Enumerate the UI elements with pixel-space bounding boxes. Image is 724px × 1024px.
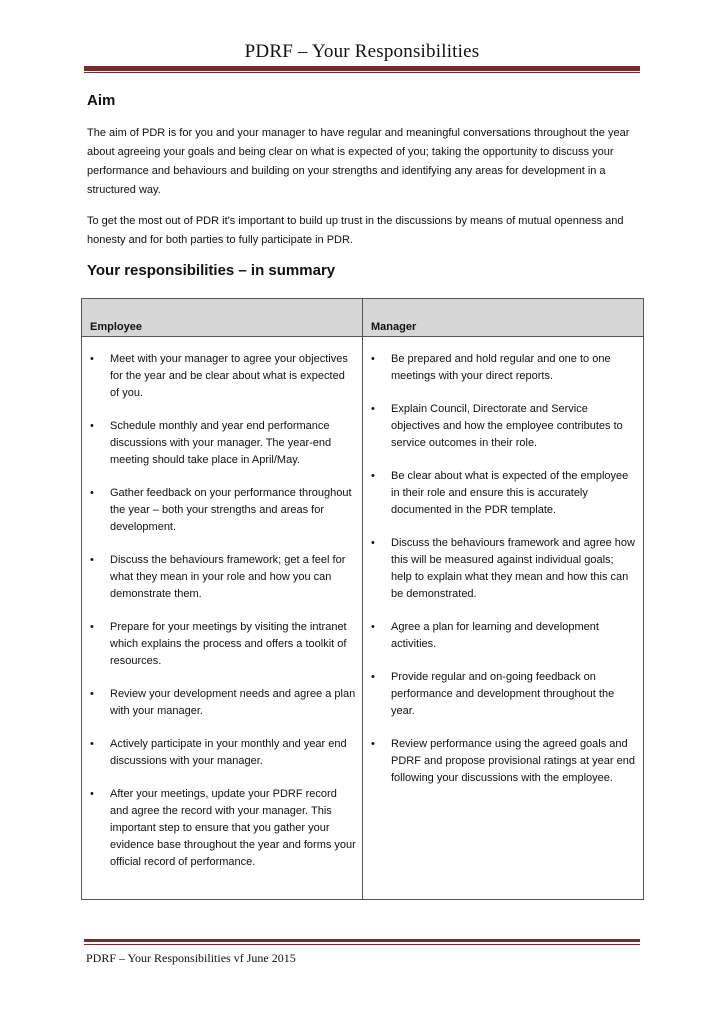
manager-item: • Review performance using the agreed goals and PDRF and propose provisional ratings at year end following your discussions with the employee. [369, 736, 637, 787]
manager-list [369, 351, 637, 787]
manager-item: • Discuss the behaviours framework and agree how this will be measured against individual goals; help to explain what they mean and how this can be demonstrated. [369, 535, 637, 603]
aim-paragraph-2: To get the most out of PDR it's important to build up trust in the discussions by means of mutual openness and honesty and for both parties to fully participate in PDR. [87, 215, 624, 246]
employee-item: • Prepare for your meetings by visiting the intranet which explains the process and offers a toolkit of resources. [88, 619, 356, 670]
aim-paragraph-1: The aim of PDR is for you and your manager to have regular and meaningful conversations throughout the year about agreeing your goals and being clear on what is expected of you; taking the opportunity to discuss your performance and behaviours and building on your strengths and identifying any areas for development in a structured way. [87, 127, 630, 196]
footer-divider-thin [84, 944, 640, 945]
employee-column-header: Employee [82, 299, 363, 337]
employee-list [88, 351, 356, 871]
employee-item: • Review your development needs and agree a plan with your manager. [88, 686, 356, 720]
employee-item: • Schedule monthly and year end performance discussions with your manager. The year-end meeting should take place in April/May. [88, 418, 356, 469]
employee-item: • Actively participate in your monthly and year end discussions with your manager. [88, 736, 356, 770]
header-divider [84, 66, 640, 71]
manager-cell [363, 337, 644, 900]
footer-text: PDRF – Your Responsibilities vf June 2015 [86, 951, 296, 965]
manager-item: • Provide regular and on-going feedback on performance and development throughout the year. [369, 669, 637, 720]
employee-cell [82, 337, 363, 900]
employee-item: • After your meetings, update your PDRF record and agree the record with your manager. This important step to ensure that you gather your evidence base throughout the year and forms your official record of performance. [88, 786, 356, 871]
page-title: PDRF – Your Responsibilities [244, 41, 480, 62]
manager-item: • Be prepared and hold regular and one to one meetings with your direct reports. [369, 351, 637, 385]
summary-heading: Your responsibilities – in summary [87, 262, 336, 279]
manager-item: • Agree a plan for learning and development activities. [369, 619, 637, 653]
responsibilities-table [81, 298, 644, 900]
manager-column-header: Manager [363, 299, 644, 337]
employee-item: • Gather feedback on your performance throughout the year – both your strengths and areas for development. [88, 485, 356, 536]
aim-heading: Aim [87, 92, 116, 109]
footer-divider [84, 939, 640, 942]
manager-item: • Explain Council, Directorate and Service objectives and how the employee contributes to service outcomes in their role. [369, 401, 637, 452]
header-divider-thin [84, 72, 640, 73]
employee-item: • Meet with your manager to agree your objectives for the year and be clear about what is expected of you. [88, 351, 356, 402]
employee-item: • Discuss the behaviours framework; get a feel for what they mean in your role and how you can demonstrate them. [88, 552, 356, 603]
manager-item: • Be clear about what is expected of the employee in their role and ensure this is accurately documented in the PDR template. [369, 468, 637, 519]
